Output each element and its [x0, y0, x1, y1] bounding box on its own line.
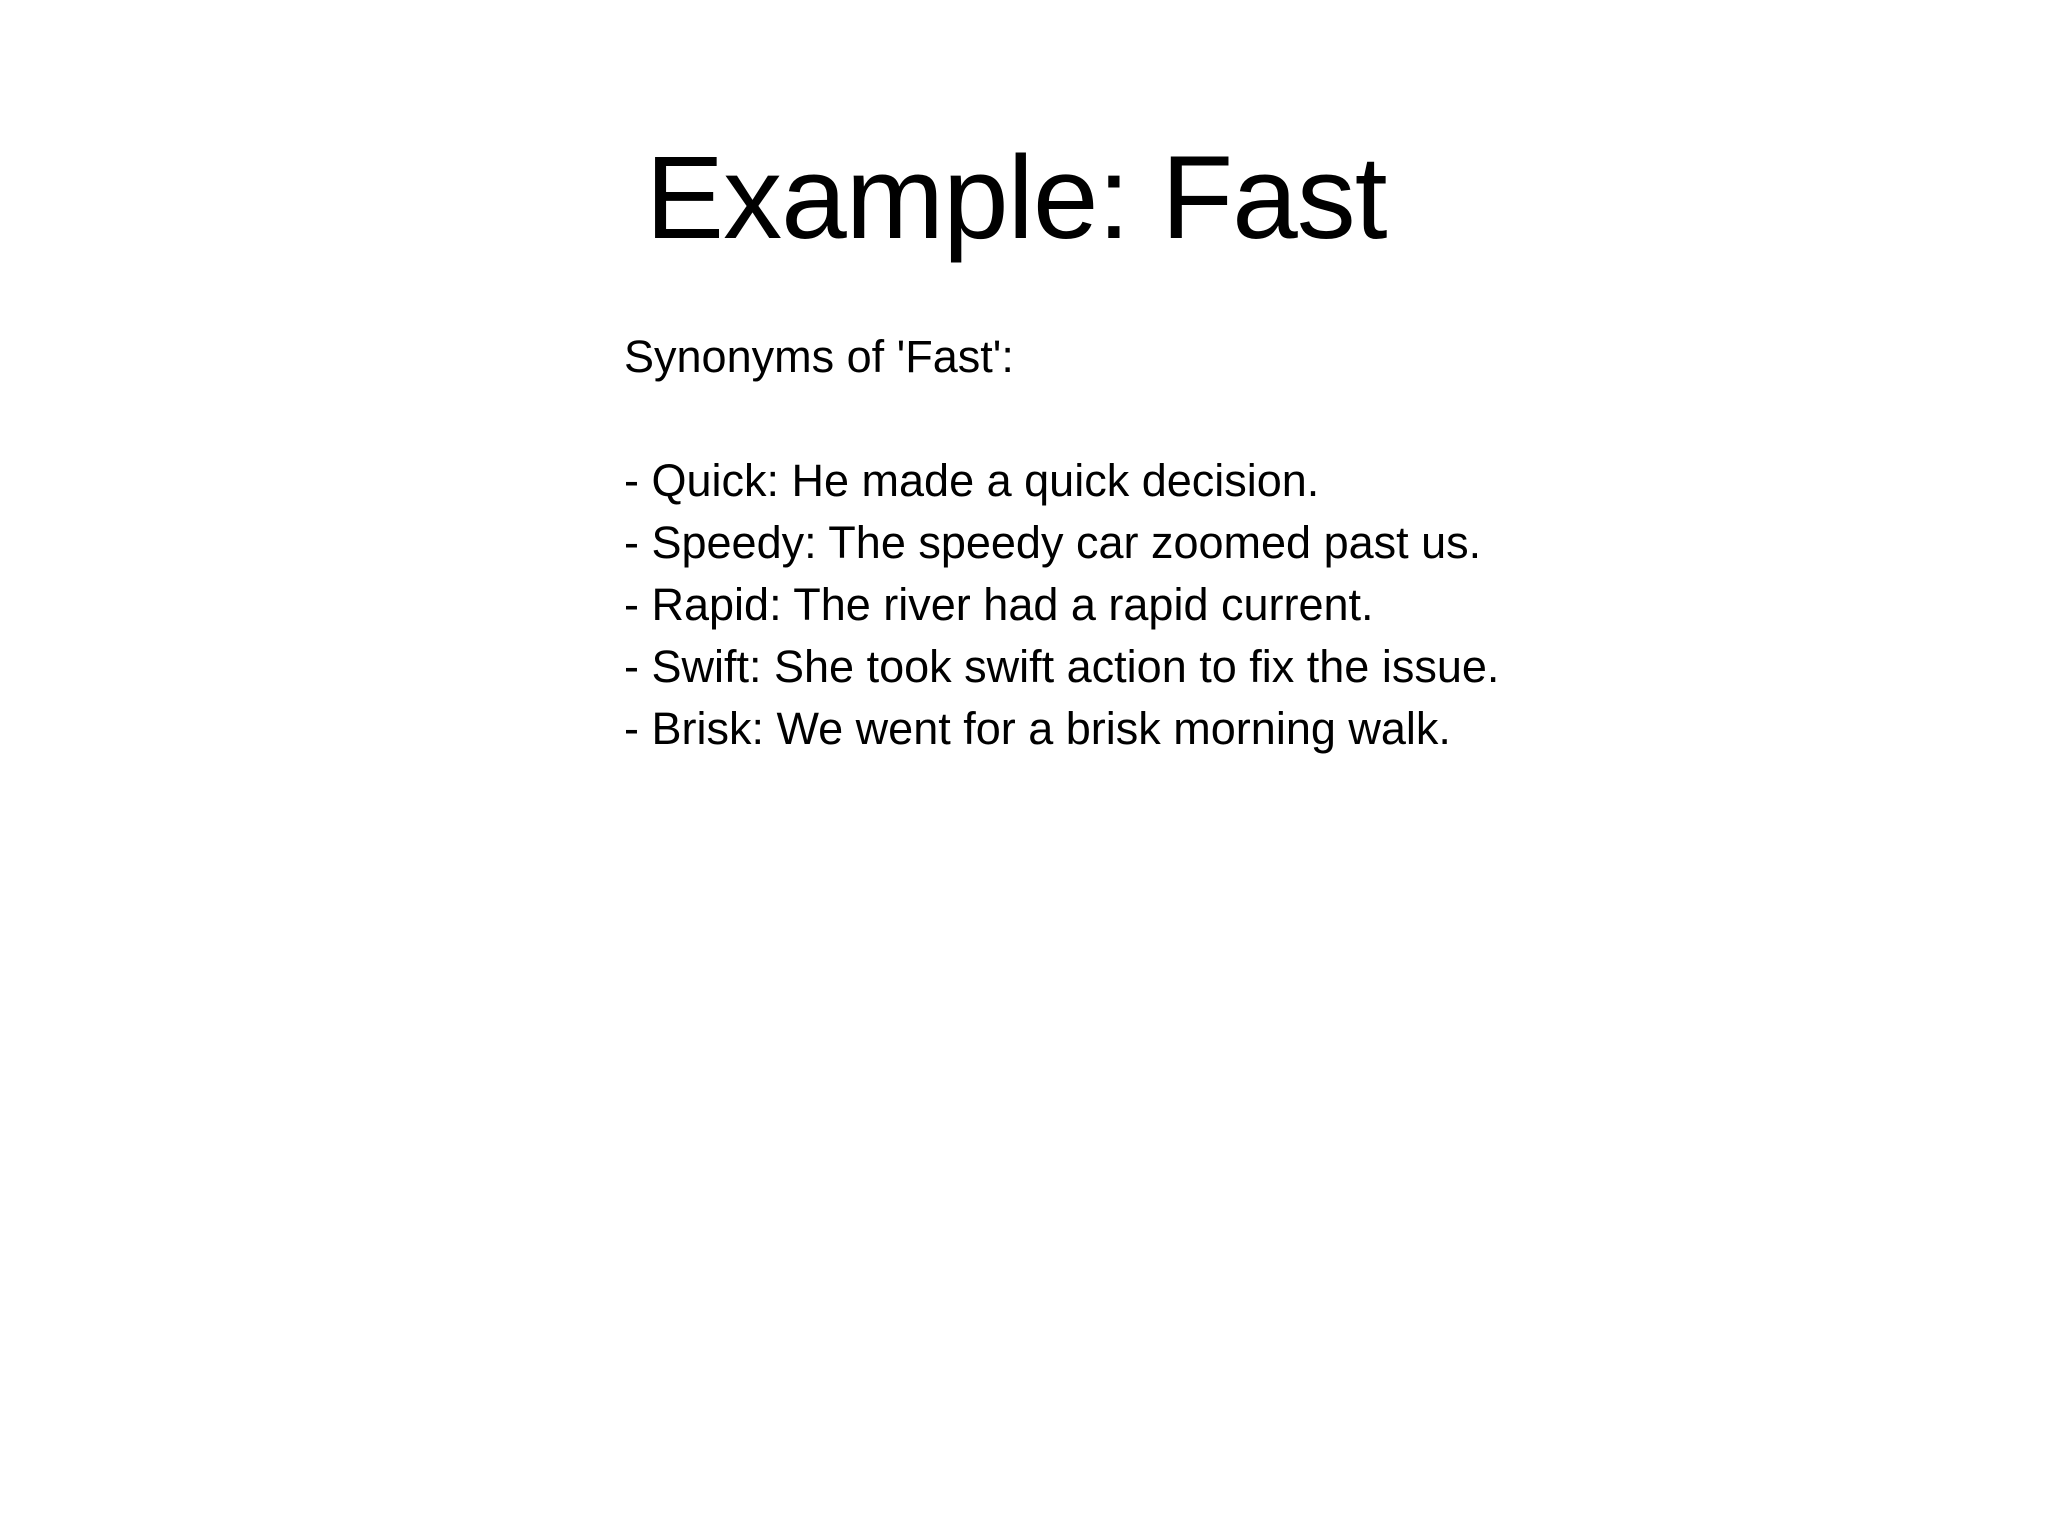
- slide-title: Example: Fast: [645, 132, 1387, 264]
- synonym-list: [624, 450, 1824, 760]
- synonym-item-rapid: - Rapid: The river had a rapid current.: [624, 579, 1374, 630]
- slide-body: [624, 326, 1824, 760]
- synonym-item-speedy: - Speedy: The speedy car zoomed past us.: [624, 517, 1482, 568]
- synonym-item-quick: - Quick: He made a quick decision.: [624, 455, 1320, 506]
- blank-line: [624, 388, 1824, 450]
- synonym-item-swift: - Swift: She took swift action to fix the issue.: [624, 641, 1500, 692]
- synonym-item-brisk: - Brisk: We went for a brisk morning walk.: [624, 703, 1451, 754]
- synonyms-heading: Synonyms of 'Fast':: [624, 331, 1014, 382]
